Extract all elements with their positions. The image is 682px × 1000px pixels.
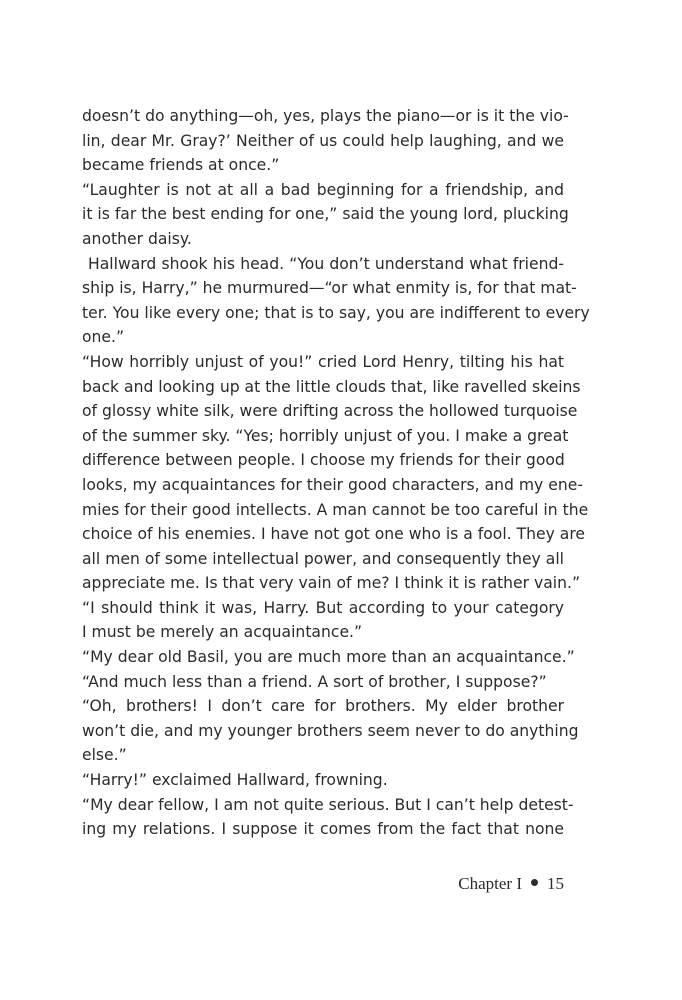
text-line: appreciate me. Is that very vain of me? I think it is rather vain.”: [82, 574, 581, 593]
chapter-label: Chapter I: [458, 874, 522, 893]
text-line: “Harry!” exclaimed Hallward, frowning.: [82, 771, 388, 790]
page-number: 15: [547, 874, 564, 893]
text-line: ing my relations. I suppose it comes from the fact that none: [82, 820, 564, 839]
text-line: another daisy.: [82, 229, 192, 248]
text-line: ship is, Harry,” he murmured—“or what enmity is, for that mat-: [82, 279, 577, 298]
text-line: it is far the best ending for one,” said the young lord, plucking: [82, 205, 569, 224]
text-line: “How horribly unjust of you!” cried Lord Henry, tilting his hat: [82, 352, 564, 371]
text-line: Hallward shook his head. “You don’t understand what friend-: [88, 254, 564, 273]
text-line: “My dear old Basil, you are much more than an acquaintance.”: [82, 648, 575, 667]
text-line: else.”: [82, 746, 127, 765]
text-line: ter. You like every one; that is to say, you are indifferent to every: [82, 303, 590, 322]
text-line: difference between people. I choose my friends for their good: [82, 451, 565, 470]
text-line: one.”: [82, 328, 125, 347]
text-line: “I should think it was, Harry. But according to your category: [82, 598, 564, 617]
text-line: doesn’t do anything—oh, yes, plays the piano—or is it the vio-: [82, 107, 569, 125]
text-line: of glossy white silk, were drifting across the hollowed turquoise: [82, 402, 578, 421]
text-line: looks, my acquaintances for their good characters, and my ene-: [82, 475, 583, 494]
text-line: choice of his enemies. I have not got one who is a fool. They are: [82, 525, 585, 544]
page-footer: [0, 874, 564, 894]
text-line: “My dear fellow, I am not quite serious. But I can’t help detest-: [82, 795, 574, 814]
text-line: “And much less than a friend. A sort of brother, I suppose?”: [82, 672, 547, 691]
text-line: of the summer sky. “Yes; horribly unjust of you. I make a great: [82, 426, 569, 445]
text-line: mies for their good intellects. A man cannot be too careful in the: [82, 500, 589, 519]
text-line: “Laughter is not at all a bad beginning for a friendship, and: [82, 180, 564, 199]
text-line: won’t die, and my younger brothers seem never to do anything: [82, 721, 579, 740]
text-line: back and looking up at the little clouds that, like ravelled skeins: [82, 377, 581, 396]
text-line: lin, dear Mr. Gray?’ Neither of us could help laughing, and we: [82, 131, 564, 150]
text-line: “Oh, brothers! I don’t care for brothers. My elder brother: [82, 697, 564, 716]
text-line: I must be merely an acquaintance.”: [82, 623, 363, 642]
page-body: [82, 104, 590, 842]
text-line: became friends at once.”: [82, 156, 280, 175]
text-line: all men of some intellectual power, and consequently they all: [82, 549, 564, 568]
bullet-separator-icon: [531, 879, 538, 886]
